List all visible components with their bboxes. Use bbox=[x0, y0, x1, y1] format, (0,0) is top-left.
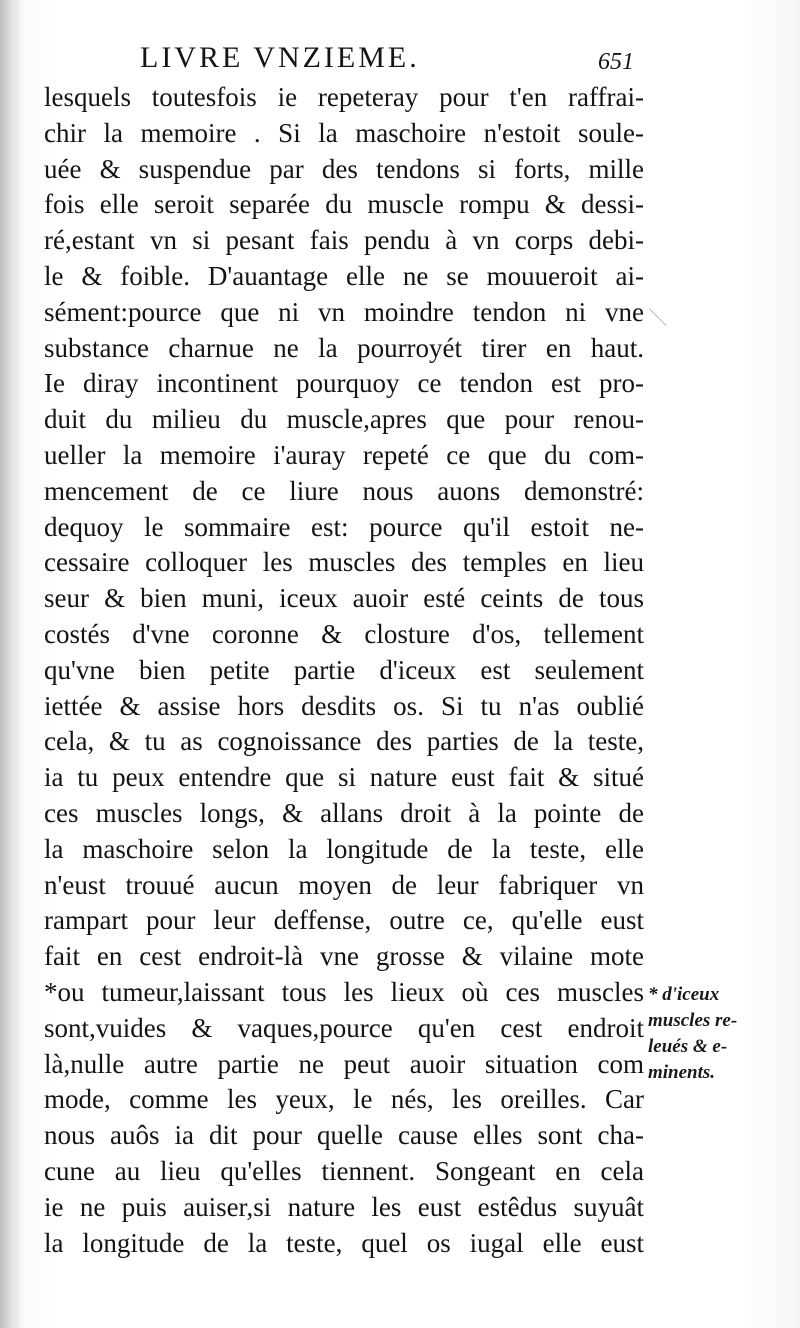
text-line: sont,vuides & vaques,pource qu'en cest endroit bbox=[44, 1012, 644, 1043]
text-line: ia tu peux entendre que si nature eust fait & situé bbox=[44, 762, 644, 793]
text-line: dequoy le sommaire est: pource qu'il estoit ne- bbox=[44, 511, 644, 542]
page-number: 651 bbox=[598, 49, 634, 75]
text-line: fois elle seroit separée du muscle rompu & dessi- bbox=[44, 189, 644, 220]
text-line: mencement de ce liure nous auons demonstré: bbox=[44, 475, 644, 506]
text-line: iettée & assise hors desdits os. Si tu n'as oublié bbox=[44, 690, 644, 721]
text-line: cune au lieu qu'elles tiennent. Songeant en cela bbox=[44, 1155, 644, 1186]
marginal-note-line: leués & e- bbox=[648, 1036, 728, 1057]
text-line: qu'vne bien petite partie d'iceux est seulement bbox=[44, 654, 644, 685]
text-line: le & foible. D'auantage elle ne se mouueroit ai- bbox=[44, 260, 644, 291]
text-line: sément:pource que ni vn moindre tendon ni vne bbox=[44, 296, 644, 327]
text-line: n'eust trouué aucun moyen de leur fabriquer vn bbox=[44, 869, 644, 900]
text-line: chir la memoire . Si la maschoire n'estoit soule- bbox=[44, 117, 644, 148]
text-line: costés d'vne coronne & closture d'os, tellement bbox=[44, 618, 644, 649]
text-line: ces muscles longs, & allans droit à la pointe de bbox=[44, 797, 644, 828]
text-line: là,nulle autre partie ne peut auoir situation com bbox=[44, 1048, 644, 1079]
text-line: *ou tumeur,laissant tous les lieux où ces muscles bbox=[44, 976, 644, 1007]
text-line: seur & bien muni, iceux auoir esté ceints de tous bbox=[44, 583, 644, 614]
text-line: mode, comme les yeux, le nés, les oreilles. Car bbox=[44, 1084, 644, 1115]
marginal-note-line: muscles re- bbox=[648, 1010, 738, 1031]
marginal-note-line: minents. bbox=[648, 1062, 716, 1083]
book-gutter-shadow bbox=[0, 0, 22, 1328]
text-line: fait en cest endroit-là vne grosse & vilaine mote bbox=[44, 941, 644, 972]
text-line: la longitude de la teste, quel os iugal elle eust bbox=[44, 1227, 644, 1258]
text-line: lesquels toutesfois ie repeteray pour t'en raffrai- bbox=[44, 82, 644, 112]
body-text bbox=[44, 80, 644, 1261]
marginal-note-line: * d'iceux bbox=[648, 984, 720, 1005]
marginal-note bbox=[648, 982, 798, 1086]
text-line: la maschoire selon la longitude de la teste, elle bbox=[44, 833, 644, 864]
text-line: ie ne puis auiser,si nature les eust estêdus suyuât bbox=[44, 1191, 644, 1222]
text-line: duit du milieu du muscle,apres que pour renou- bbox=[44, 404, 644, 435]
text-line: cessaire colloquer les muscles des temples en lieu bbox=[44, 547, 644, 578]
text-line: Ie diray incontinent pourquoy ce tendon est pro- bbox=[44, 368, 644, 399]
text-line: cela, & tu as cognoissance des parties de la teste, bbox=[44, 726, 644, 757]
page-header bbox=[0, 38, 800, 78]
text-line: uée & suspendue par des tendons si forts, mille bbox=[44, 153, 644, 184]
text-line: ré,estant vn si pesant fais pendu à vn corps debi- bbox=[44, 225, 644, 256]
text-line: rampart pour leur deffense, outre ce, qu'elle eust bbox=[44, 905, 644, 936]
text-line: substance charnue ne la pourroyét tirer en haut. bbox=[44, 332, 644, 363]
text-line: ueller la memoire i'auray repeté ce que du com- bbox=[44, 439, 644, 470]
text-line: nous auôs ia dit pour quelle cause elles sont cha- bbox=[44, 1120, 644, 1151]
running-head: LIVRE VNZIEME. bbox=[140, 41, 420, 74]
